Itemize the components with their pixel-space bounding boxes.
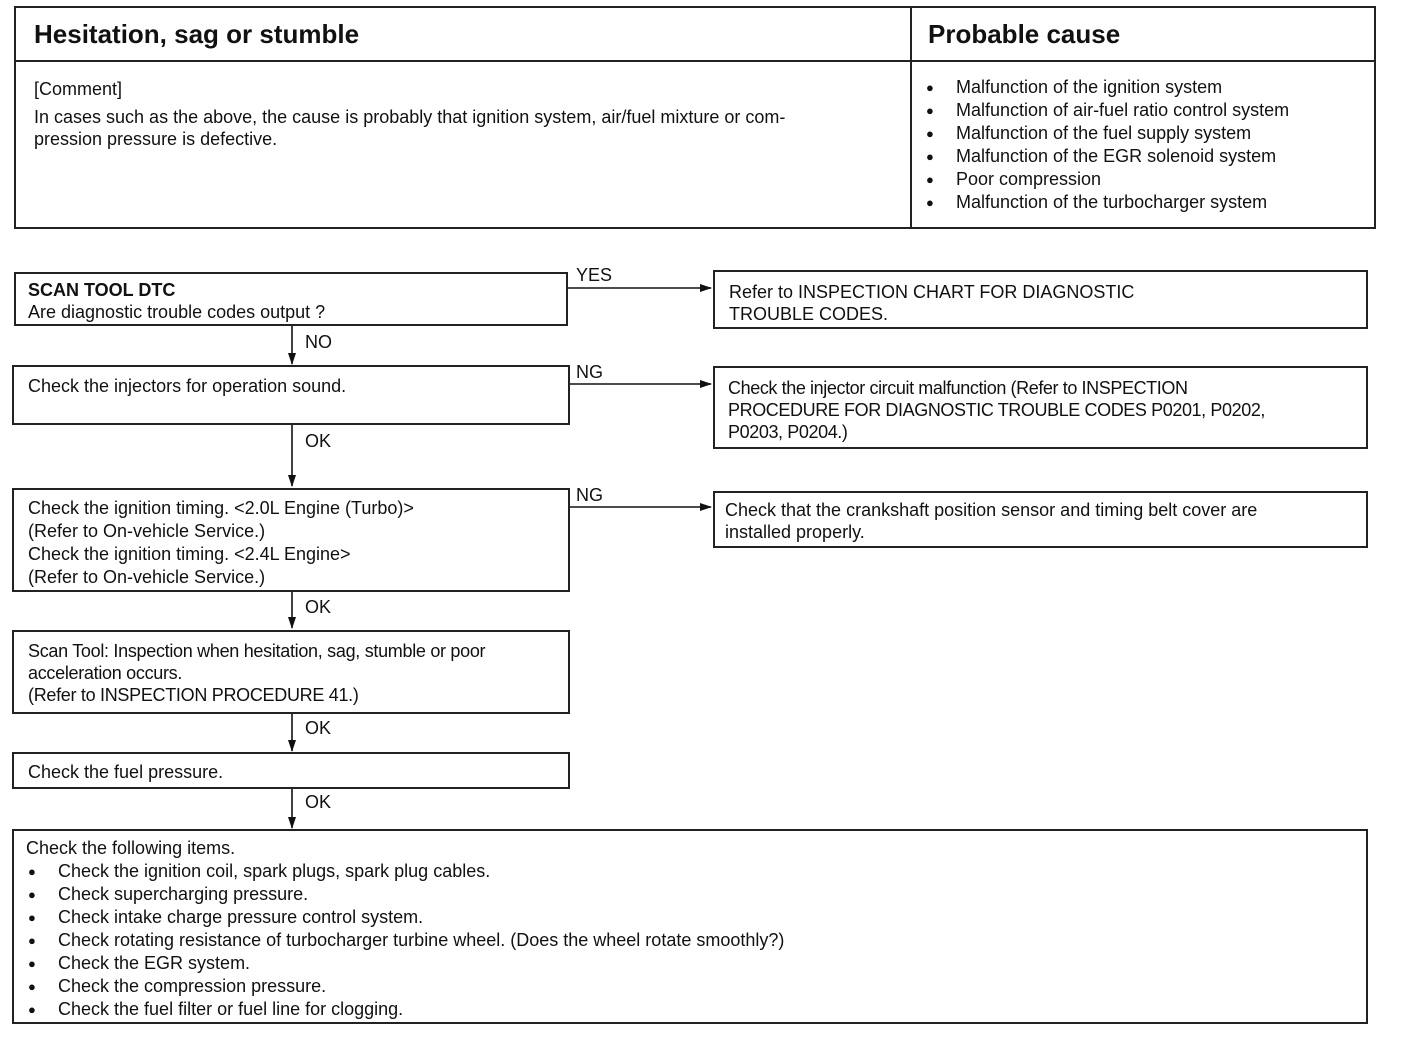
cause-item: ● Malfunction of the EGR solenoid system — [918, 145, 1289, 168]
ng-label: NG — [576, 362, 603, 382]
step-text: Check the ignition timing. <2.0L Engine (Turbo)> (Refer to On-vehicle Service.) Check the ignition timing. <2.4L Engine> (Refer to On-vehicle Service.) — [28, 498, 414, 587]
result-text: Refer to INSPECTION CHART FOR DIAGNOSTIC TROUBLE CODES. — [729, 282, 1135, 324]
ng-label: NG — [576, 485, 603, 505]
cause-item: ● Malfunction of the fuel supply system — [918, 122, 1289, 145]
list-item: ● Check the EGR system. — [20, 952, 784, 975]
ok-label: OK — [305, 597, 332, 617]
final-check-items — [12, 829, 1368, 1024]
step-text: Check the fuel pressure. — [28, 762, 224, 782]
list-item: ● Check the ignition coil, spark plugs, spark plug cables. — [20, 860, 784, 883]
step-title: SCAN TOOL DTC — [28, 280, 176, 300]
result-text: Check that the crankshaft position sensor and timing belt cover are installed properly. — [725, 500, 1258, 542]
list-item: ● Check the compression pressure. — [20, 975, 784, 998]
cause-item: ● Malfunction of air-fuel ratio control system — [918, 99, 1289, 122]
result-injector-circuit — [713, 366, 1368, 449]
result-crankshaft-sensor — [713, 491, 1368, 548]
step-text: Are diagnostic trouble codes output ? — [28, 302, 326, 322]
cause-item: ● Malfunction of the ignition system — [918, 76, 1289, 99]
ok-label: OK — [305, 431, 332, 451]
cause-item: ● Poor compression — [918, 168, 1289, 191]
step-text: Scan Tool: Inspection when hesitation, sag, stumble or poor acceleration occurs. (Refer to INSPECTION PROCEDURE 41.) — [28, 641, 486, 705]
step-check-fuel-pressure — [12, 752, 570, 789]
list-item: ● Check rotating resistance of turbocharger turbine wheel. (Does the wheel rotate smoothly?) — [20, 929, 784, 952]
cause-item: ● Malfunction of the turbocharger system — [918, 191, 1289, 214]
list-item: ● Check supercharging pressure. — [20, 883, 784, 906]
step-scan-tool-dtc — [14, 272, 568, 326]
step-check-injectors — [12, 365, 570, 425]
ok-label: OK — [305, 792, 332, 812]
no-label: NO — [305, 332, 332, 352]
probable-cause-title: Probable cause — [928, 19, 1121, 49]
yes-label: YES — [576, 265, 613, 285]
step-text: Check the injectors for operation sound. — [28, 376, 347, 396]
result-refer-dtc-chart — [713, 270, 1368, 329]
comment-label: [Comment] — [34, 79, 123, 99]
comment-text: In cases such as the above, the cause is probably that ignition system, air/fuel mixture or com- pression pressure is defective. — [34, 107, 786, 149]
step-scan-tool-inspection — [12, 630, 570, 714]
page-title: Hesitation, sag or stumble — [34, 19, 360, 49]
ok-label: OK — [305, 718, 332, 738]
result-text: Check the injector circuit malfunction (Refer to INSPECTION PROCEDURE FOR DIAGNOSTIC TROUBLE CODES P0201, P0202, P0203, P0204.) — [728, 378, 1266, 442]
final-item-list — [20, 860, 784, 1021]
step-check-ignition-timing — [12, 488, 570, 592]
list-item: ● Check the fuel filter or fuel line for clogging. — [20, 998, 784, 1021]
final-title: Check the following items. — [26, 838, 236, 858]
list-item: ● Check intake charge pressure control system. — [20, 906, 784, 929]
